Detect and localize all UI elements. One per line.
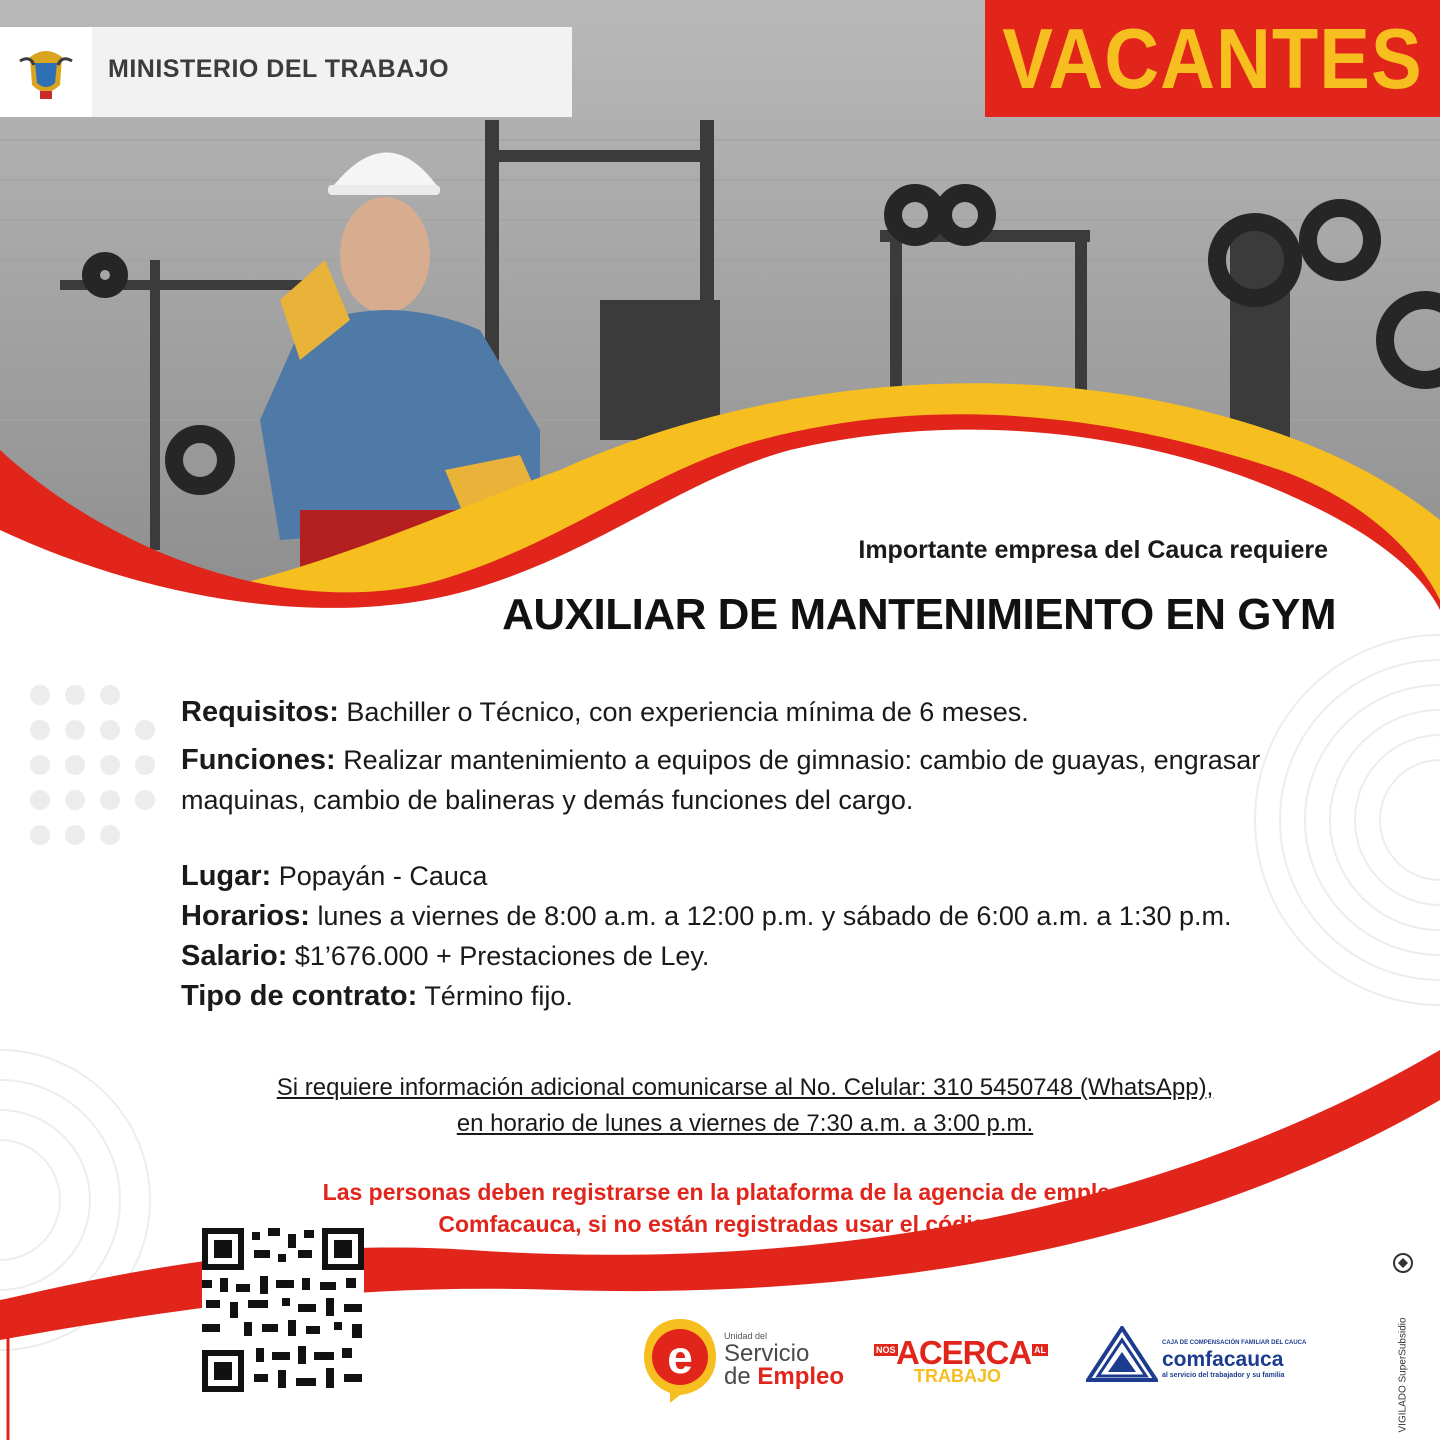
vacantes-banner [985, 0, 1440, 117]
contact-line-1: Si requiere información adicional comunicarse al No. Celular: 310 5450748 (WhatsApp), [276, 1074, 1214, 1101]
servicio-line-2 [724, 1363, 844, 1391]
register-line-1: Las personas deben registrarse en la plataforma de la agencia de empleo de [322, 1179, 1158, 1205]
ministry-header [0, 27, 572, 117]
servicio-small-text: Unidad del [724, 1331, 768, 1341]
salario-value: $1’676.000 + Prestaciones de Ley. [294, 941, 710, 971]
lugar-row [181, 856, 1341, 896]
lugar-value: Popayán - Cauca [278, 861, 488, 891]
contact-line-2: en horario de lunes a viernes de 7:30 a.m. a 3:00 p.m. [456, 1110, 1034, 1137]
acerca-trabajo: TRABAJO [914, 1366, 1002, 1386]
servicio-line-1: Servicio [724, 1340, 810, 1367]
comfacauca-triangle-icon [1086, 1326, 1158, 1382]
vigilado-text: VIGILADO SuperSubsidio [1397, 1317, 1409, 1433]
qr-code-icon[interactable] [202, 1228, 364, 1392]
lugar-label: Lugar: [181, 860, 272, 892]
servicio-empleo-logo [640, 1315, 850, 1405]
horarios-label: Horarios: [181, 900, 310, 932]
salario-label: Salario: [181, 940, 288, 972]
horarios-row [181, 896, 1341, 936]
acerca-nos: NOS [876, 1345, 896, 1355]
funciones-label: Funciones: [181, 744, 336, 776]
job-details [181, 692, 1341, 1016]
requisitos-label: Requisitos: [181, 696, 339, 728]
comfacauca-tagline: al servicio del trabajador y su familia [1162, 1372, 1285, 1379]
requisitos-row [181, 692, 1341, 732]
servicio-line-2-bold: Empleo [757, 1363, 845, 1390]
offer-intro: Importante empresa del Cauca requiere [858, 536, 1328, 564]
job-title: AUXILIAR DE MANTENIMIENTO EN GYM [502, 590, 1336, 639]
vigilado-supersubsidio [1392, 1252, 1414, 1433]
requisitos-value: Bachiller o Técnico, con experiencia mínima de 6 meses. [346, 697, 1029, 727]
horarios-value: lunes a viernes de 8:00 a.m. a 12:00 p.m. y sábado de 6:00 a.m. a 1:30 p.m. [317, 901, 1232, 931]
salario-row [181, 936, 1341, 976]
comfacauca-logo [1086, 1326, 1326, 1386]
vacantes-title: VACANTES [1002, 11, 1423, 108]
svg-text:e: e [667, 1331, 693, 1383]
contrato-value: Término fijo. [424, 981, 573, 1011]
acerca-main: ACERCA [896, 1334, 1032, 1371]
contrato-row [181, 976, 1341, 1016]
comfacauca-top-text: CAJA DE COMPENSACIÓN FAMILIAR DEL CAUCA [1162, 1340, 1307, 1346]
colombia-coat-of-arms-icon [0, 27, 92, 117]
comfacauca-name: comfacauca [1162, 1348, 1284, 1371]
register-line-2: Comfacauca, si no están registradas usar el código QR [438, 1211, 1042, 1237]
funciones-value: Realizar mantenimiento a equipos de gimnasio: cambio de guayas, engrasar maquinas, cambio de balineras y demás funciones del cargo. [181, 745, 1261, 815]
ministry-name: MINISTERIO DEL TRABAJO [108, 55, 450, 83]
contrato-label: Tipo de contrato: [181, 980, 418, 1012]
acerca-trabajo-logo [874, 1330, 1056, 1390]
acerca-al: AL [1034, 1345, 1046, 1355]
servicio-line-2-prefix: de [724, 1363, 758, 1390]
funciones-row [181, 740, 1341, 820]
servicio-empleo-e-icon [640, 1315, 720, 1405]
contact-info [0, 1070, 1440, 1142]
